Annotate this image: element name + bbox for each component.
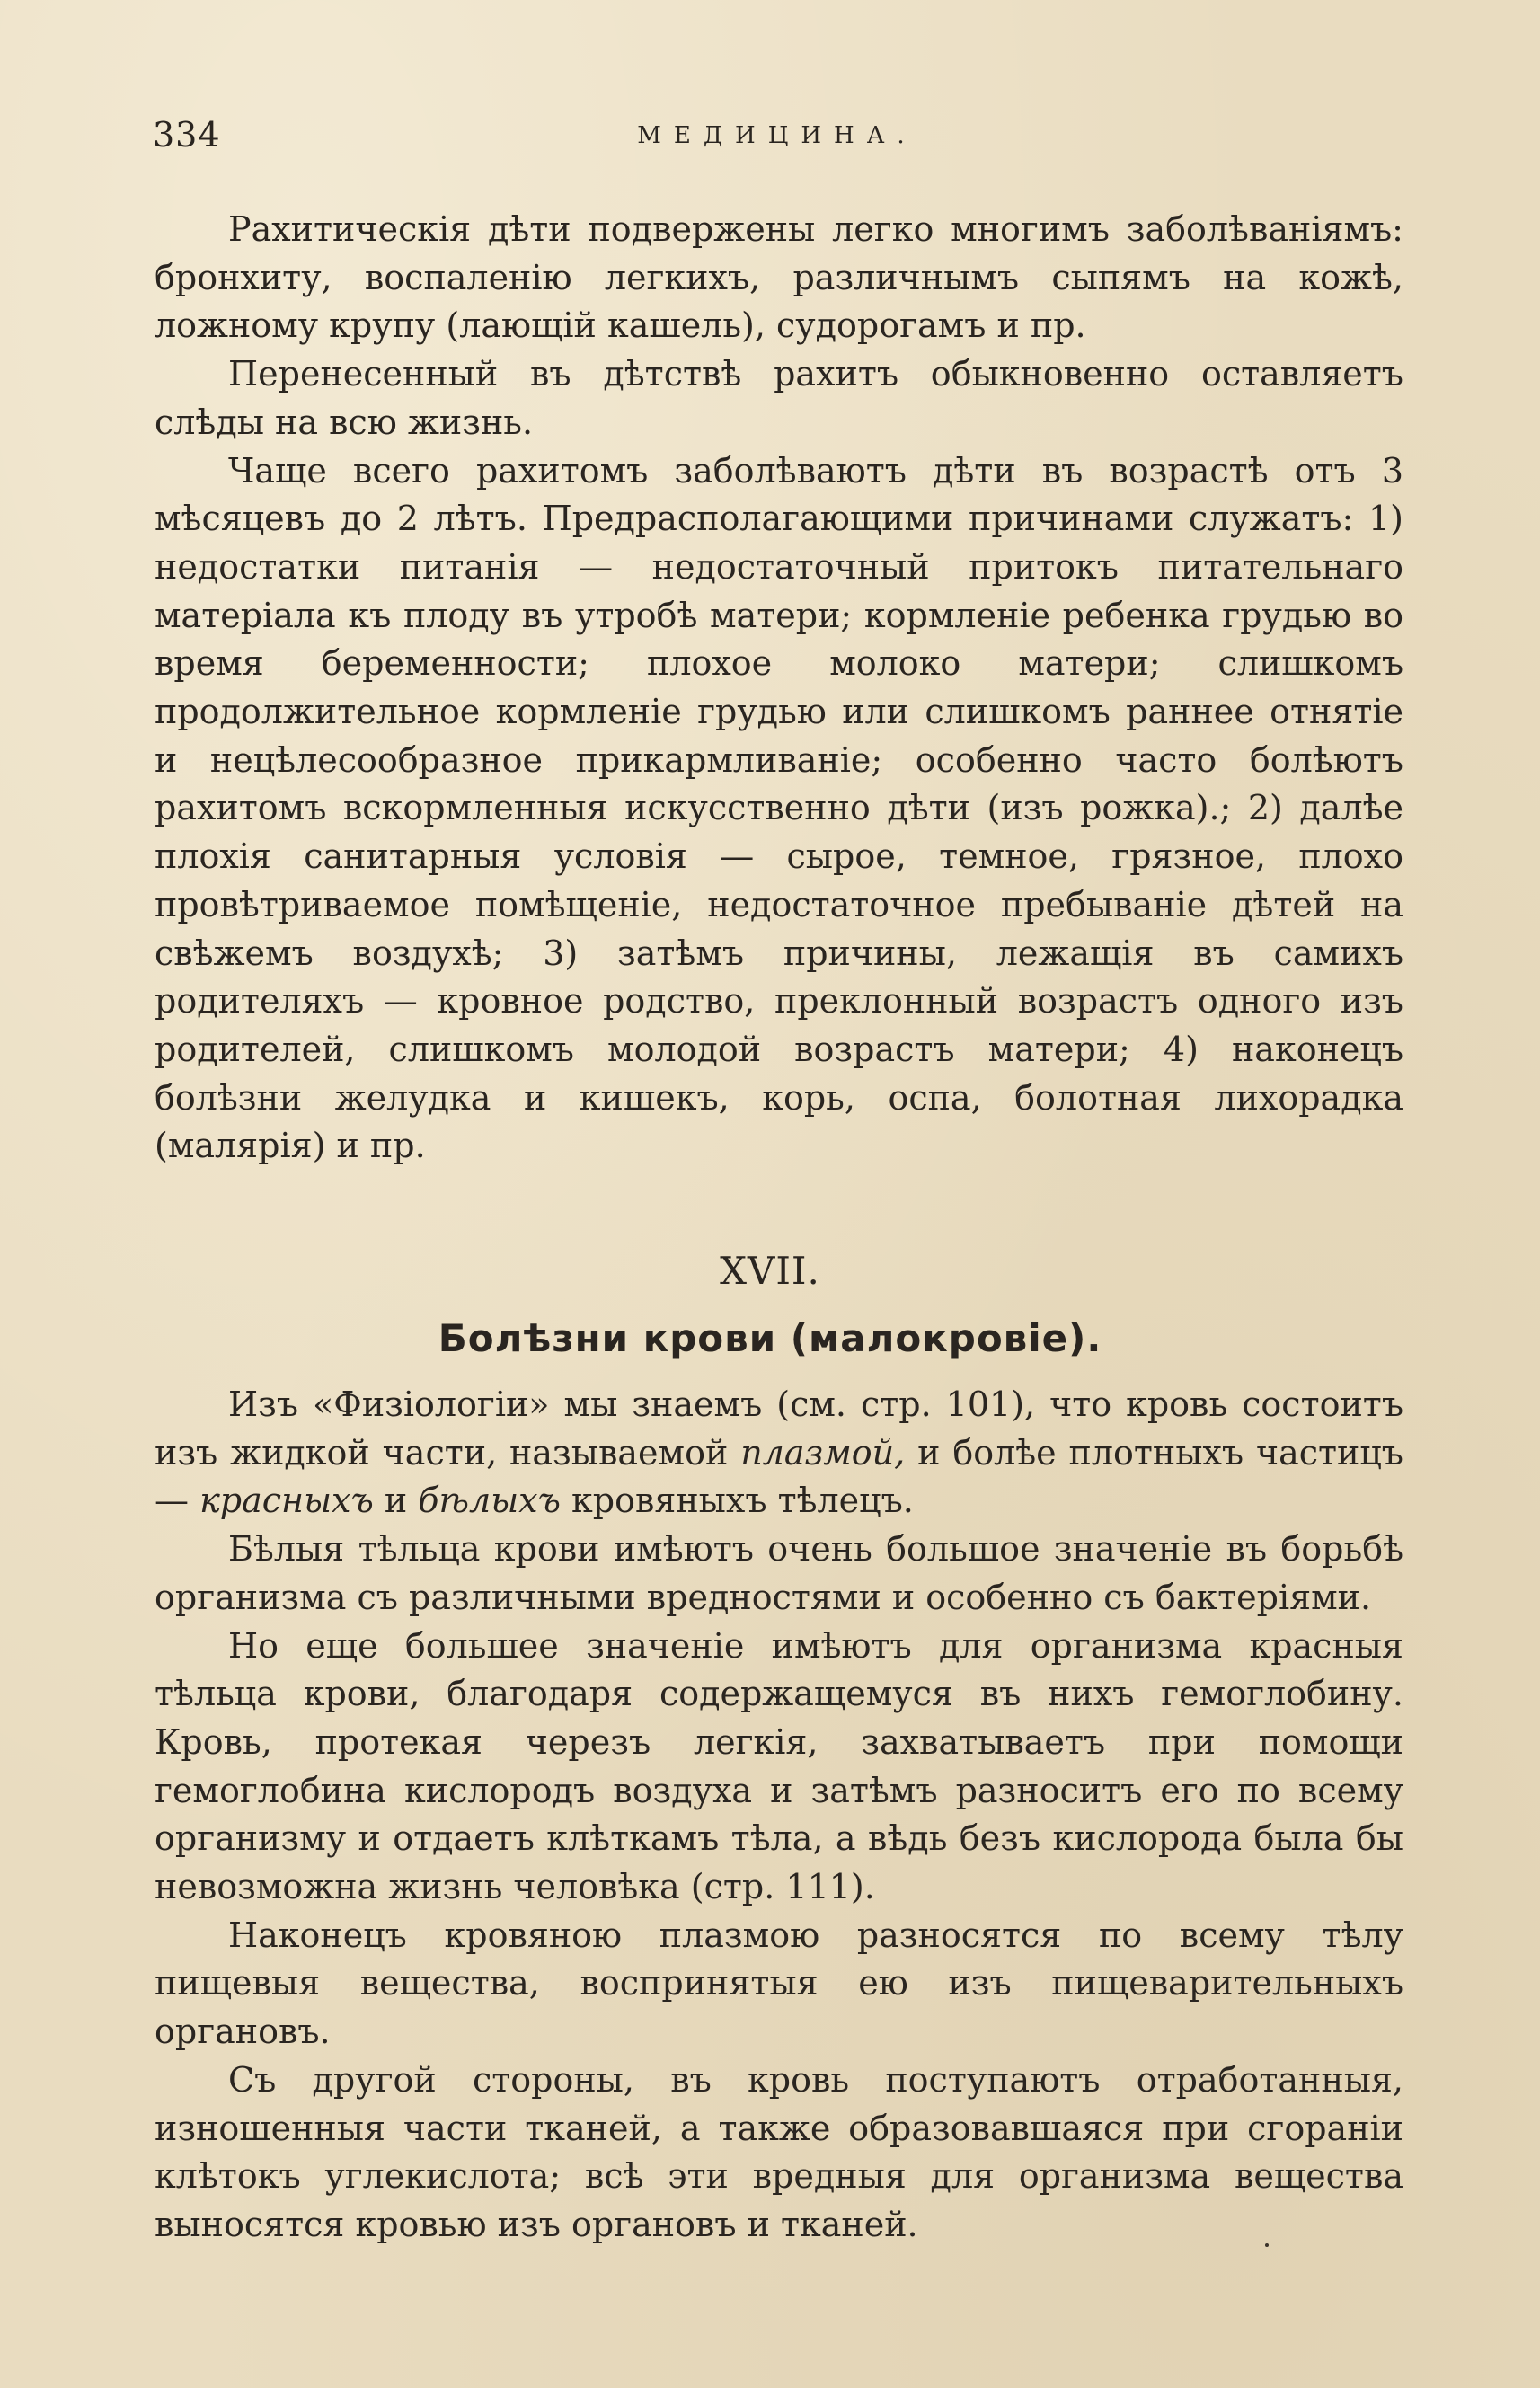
running-head bbox=[153, 115, 1402, 160]
italic-term-red: красныхъ bbox=[199, 1481, 374, 1521]
italic-term-white: бѣлыхъ bbox=[418, 1481, 561, 1521]
paragraph: Наконецъ кровяною плазмою разносятся по всему тѣлу пищевыя вещества, воспринятыя ею изъ пищеварительныхъ органовъ. bbox=[155, 1915, 1403, 2052]
paragraph: Рахитическія дѣти подвержены легко многимъ заболѣваніямъ: бронхиту, воспаленію легкихъ, различнымъ сыпямъ на кожѣ, ложному крупу (лающій кашель), судорогамъ и пр. bbox=[155, 209, 1403, 346]
paragraph: Чаще всего рахитомъ заболѣваютъ дѣти въ возрастѣ отъ 3 мѣсяцевъ до 2 лѣтъ. Предрасполагающими причинами служатъ: 1) недостатки питанія — недостаточный притокъ питательнаго матеріала къ плоду въ утробѣ матери; кормленіе ребенка грудью во время беременности; плохое молоко матери; слишкомъ продолжительное кормленіе грудью или слишкомъ раннее отнятіе и нецѣлесообразное прикармливаніе; особенно часто болѣютъ рахитомъ вскормленныя искусственно дѣти (изъ рожка).; 2) далѣе плохія санитарныя условія — сырое, темное, грязное, плохо провѣтриваемое помѣщеніе, недостаточное пребываніе дѣтей на свѣжемъ воздухѣ; 3) затѣмъ причины, лежащія въ самихъ родителяхъ — кровное родство, преклонный возрастъ одного изъ родителей, слишкомъ молодой возрастъ матери; 4) наконецъ болѣзни желудка и кишекъ, корь, оспа, болотная лихорадка (малярія) и пр. bbox=[155, 450, 1403, 1166]
print-speck bbox=[1265, 2243, 1269, 2247]
italic-term-plasma: плазмой, bbox=[740, 1432, 906, 1473]
text-run: Изъ «Физіологіи» мы знаемъ (см. стр. 101), что кровь состоитъ изъ жидкой части, называемой bbox=[155, 1384, 1403, 1473]
section-number: XVII. bbox=[720, 1249, 820, 1293]
paragraph: Бѣлыя тѣльца крови имѣютъ очень большое значеніе въ борьбѣ организма съ различными вредностями и особенно съ бактеріями. bbox=[155, 1529, 1403, 1617]
section-text-blood-diseases bbox=[155, 1381, 1403, 2250]
running-title: МЕДИЦИНА. bbox=[637, 122, 917, 149]
paragraph: Съ другой стороны, въ кровь поступаютъ отработанныя, изношенныя части тканей, а также образовавшаяся при сгораніи клѣтокъ углекислота; всѣ эти вредныя для организма вещества выносятся кровью изъ органовъ и тканей. bbox=[155, 2059, 1403, 2244]
paragraph bbox=[155, 1381, 1403, 1526]
paragraph: Перенесенный въ дѣтствѣ рахитъ обыкновенно оставляетъ слѣды на всю жизнь. bbox=[155, 354, 1403, 442]
section-text-rickets bbox=[155, 206, 1403, 1171]
text-run: кровяныхъ тѣлецъ. bbox=[560, 1481, 914, 1521]
paragraph: Но еще большее значеніе имѣютъ для организма красныя тѣльца крови, благодаря содержащемуся въ нихъ гемоглобину. Кровь, протекая черезъ легкія, захватываетъ при помощи гемоглобина кислородъ воздуха и затѣмъ разноситъ его по всему организму и отдаетъ клѣткамъ тѣла, а вѣдь безъ кислорода была бы невозможна жизнь человѣка (стр. 111). bbox=[155, 1625, 1403, 1907]
section-heading: Болѣзни крови (малокровіе). bbox=[438, 1316, 1102, 1360]
text-run: и болѣе плотныхъ частицъ — bbox=[155, 1432, 1403, 1521]
text-run: и bbox=[373, 1481, 419, 1521]
page-number: 334 bbox=[153, 115, 221, 155]
